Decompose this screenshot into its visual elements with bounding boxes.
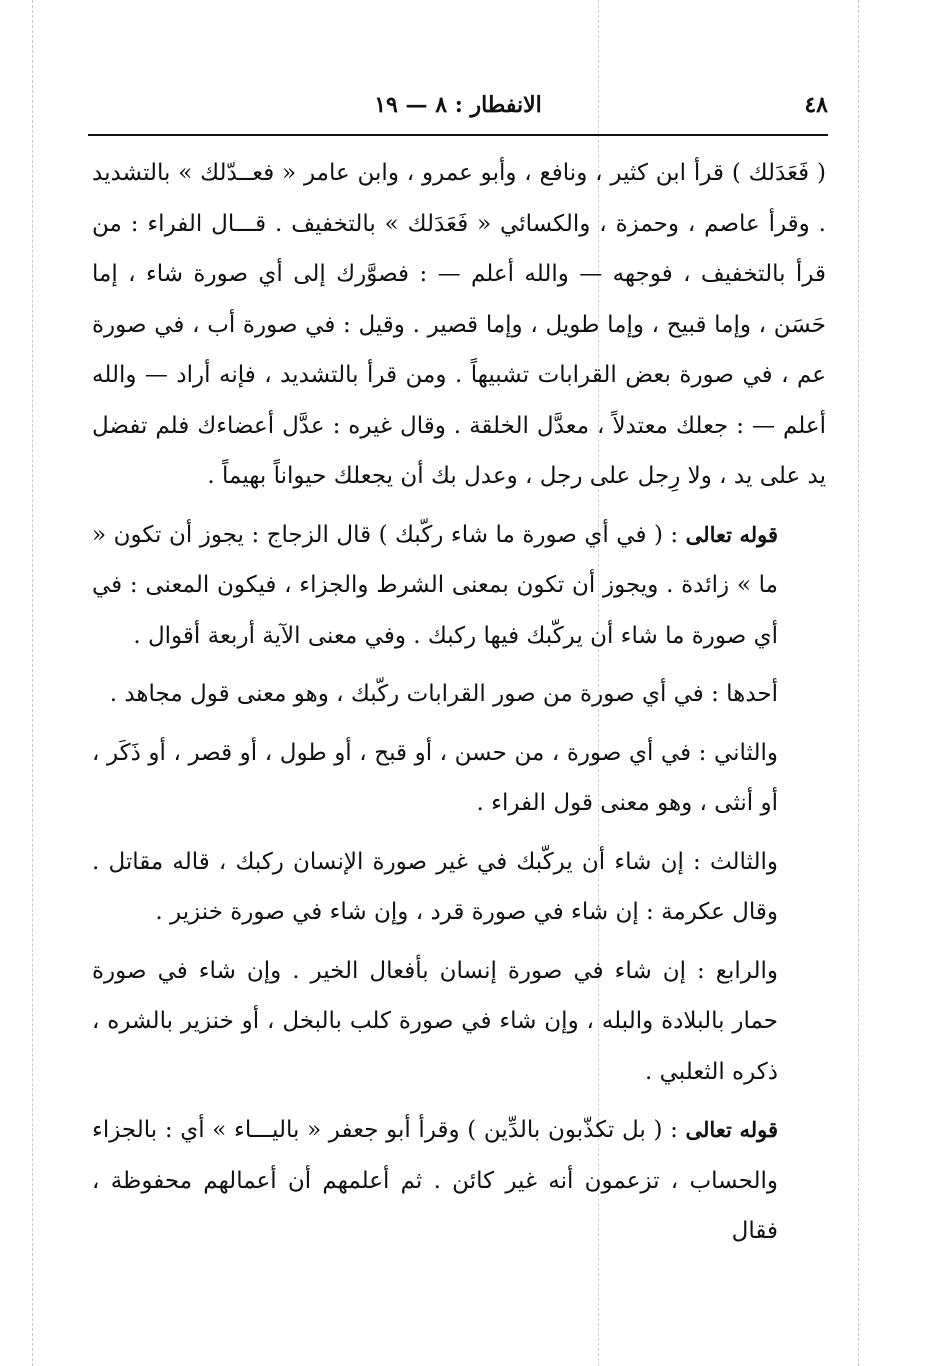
paragraph	[92, 728, 826, 829]
paragraph	[92, 510, 826, 662]
paragraph-text: أحدها : في أي صورة من صور القرابات ركّبك ، وهو معنى قول مجاهد .	[109, 681, 778, 707]
paragraph-text: : ( في أي صورة ما شاء ركّبك ) قال الزجاج : يجوز أن تكون « ما » زائدة . ويجوز أن تكون بمعنى الشرط والجزاء ، فيكون المعنى : في أي صورة ما شاء أن يركّبك فيها ركبك . وفي معنى الآية أربعة أقوال .	[92, 521, 778, 649]
page-number: ٤٨	[804, 92, 828, 118]
paragraph-text: والثالث : إن شاء أن يركّبك في غير صورة الإنسان ركبك ، قاله مقاتل . وقال عكرمة : إن شاء في صورة قرد ، وإن شاء في صورة خنزير .	[92, 848, 778, 925]
paragraph	[92, 669, 826, 720]
right-margin-line	[858, 0, 859, 1366]
paragraph-text: : ( بل تكذّبون بالدِّين ) وقرأ أبو جعفر « باليـــاء » أي : بالجزاء والحساب ، تزعمون أنه غير كائن . ثم أعلمهم أن أعمالهم محفوظة ، فقال	[92, 1117, 778, 1244]
running-head: الانفطار : ٨ — ١٩	[374, 92, 542, 118]
verse-label: قوله تعالى	[685, 521, 778, 547]
page-header	[88, 92, 828, 128]
paragraph-text: والرابع : إن شاء في صورة إنسان بأفعال الخير . وإن شاء في صورة حمار بالبلادة والبله ، وإن شاء في صورة كلب بالبخل ، أو خنزير بالشره ، ذكره الثعلبي .	[92, 957, 778, 1085]
paragraph-text: والثاني : في أي صورة ، من حسن ، أو قبح ، أو طول ، أو قصر ، أو ذَكَر ، أو أنثى ، وهو معنى قول الفراء .	[92, 739, 778, 816]
paragraph	[92, 148, 826, 502]
left-margin-line	[32, 0, 33, 1366]
paragraph	[92, 946, 826, 1098]
paragraph	[92, 837, 826, 938]
paragraph-text: ( فَعَدَلك ) قرأ ابن كثير ، ونافع ، وأبو عمرو ، وابن عامر « فعــدّلك » بالتشديد . وقرأ عاصم ، وحمزة ، والكسائي « فَعَدَلك » بالتخفيف . قـــال الفراء : من قرأ بالتخفيف ، فوجهه — والله أعلم — : فصوَّرك إلى أي صورة شاء ، إما حَسَن ، وإما قبيح ، وإما طويل ، وإما قصير . وقيل : في صورة أب ، في صورة عم ، في صورة بعض القرابات تشبيهاً . ومن قرأ بالتشديد ، فإنه أراد — والله أعلم — : جعلك معتدلاً ، معدَّل الخلقة . وقال غيره : عدَّل أعضاءك فلم تفضل يد على يد ، ولا رِجل على رجل ، وعدل بك أن يجعلك حيواناً بهيماً .	[92, 160, 826, 489]
verse-label: قوله تعالى	[685, 1117, 778, 1142]
paragraph	[92, 1105, 826, 1257]
body-text	[92, 148, 826, 1257]
header-rule	[88, 134, 828, 136]
